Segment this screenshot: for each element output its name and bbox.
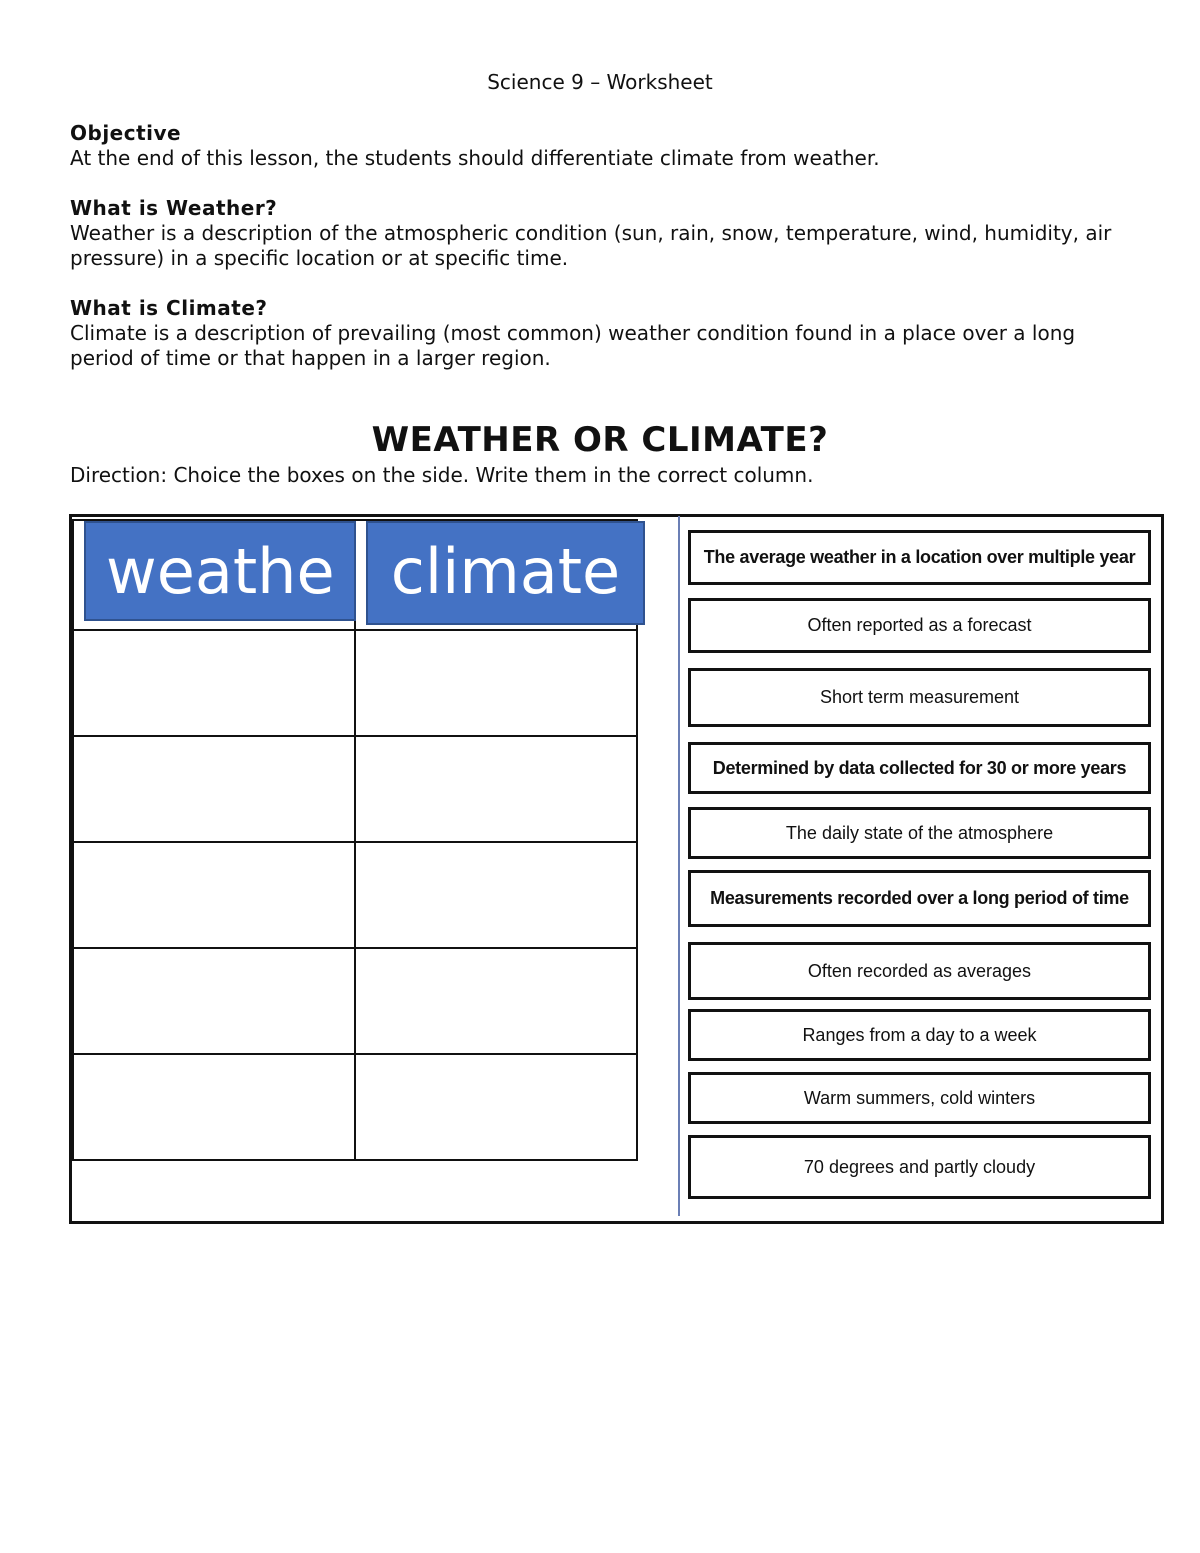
answer-cell[interactable] [355, 1054, 637, 1160]
worksheet-header: Science 9 – Worksheet [487, 70, 713, 94]
objective-heading: Objective [70, 121, 182, 145]
objective-text: At the end of this lesson, the students should differentiate climate from weather. [70, 146, 880, 170]
answer-cell[interactable] [73, 630, 355, 736]
answer-cell[interactable] [355, 736, 637, 842]
weather-definition-section [70, 196, 1130, 271]
weather-heading: What is Weather? [70, 196, 278, 220]
statement-card[interactable]: Warm summers, cold winters [688, 1072, 1151, 1124]
climate-heading: What is Climate? [70, 296, 268, 320]
climate-column-label: climate [366, 521, 645, 625]
activity-direction: Direction: Choice the boxes on the side. Write them in the correct column. [70, 463, 814, 487]
climate-text: Climate is a description of prevailing (most common) weather condition found in a place over a long period of time or that happen in a larger region. [70, 321, 1076, 370]
weather-column-label: weathe [84, 521, 356, 621]
answer-cell[interactable] [73, 736, 355, 842]
statement-card[interactable]: Often recorded as averages [688, 942, 1151, 1000]
answer-cell[interactable] [355, 630, 637, 736]
answer-cell[interactable] [355, 948, 637, 1054]
statement-card[interactable]: The daily state of the atmosphere [688, 807, 1151, 859]
answer-cell[interactable] [73, 842, 355, 948]
statement-card[interactable]: Determined by data collected for 30 or more years [688, 742, 1151, 794]
statement-card[interactable]: Short term measurement [688, 668, 1151, 727]
answer-cell[interactable] [355, 842, 637, 948]
statement-card[interactable]: Ranges from a day to a week [688, 1009, 1151, 1061]
statement-card[interactable]: Measurements recorded over a long period of time [688, 870, 1151, 927]
objective-section [70, 121, 1130, 171]
activity-title: WEATHER OR CLIMATE? [371, 420, 829, 460]
vertical-divider [678, 516, 680, 1216]
statement-card[interactable]: Often reported as a forecast [688, 598, 1151, 653]
climate-definition-section [70, 296, 1130, 371]
weather-text: Weather is a description of the atmospheric condition (sun, rain, snow, temperature, wind, humidity, air pressure) in a specific location or at specific time. [70, 221, 1112, 270]
answer-cell[interactable] [73, 948, 355, 1054]
statement-card[interactable]: The average weather in a location over multiple year [688, 530, 1151, 585]
statement-card[interactable]: 70 degrees and partly cloudy [688, 1135, 1151, 1199]
answer-cell[interactable] [73, 1054, 355, 1160]
